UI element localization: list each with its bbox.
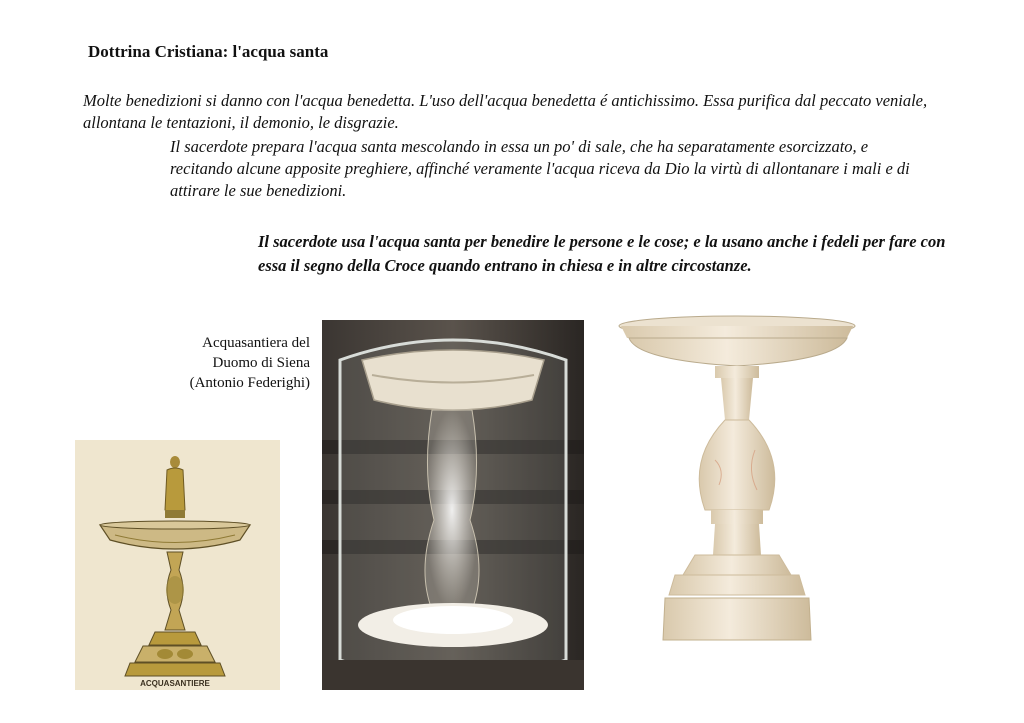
image-caption [150,333,310,393]
photo-svg [322,320,584,690]
caption-line: Acquasantiera del [202,335,310,351]
paragraph-preparation: Il sacerdote prepara l'acqua santa mescolando in essa un po' di sale, che ha separatamente esorcizzato, e recitando alcune apposite preghiere, affinché veramente l'acqua riceva da Dio la virtù di allontanare i mali e di attirare le sue benedizioni. [170,137,910,200]
paragraph-intro: Molte benedizioni si danno con l'acqua benedetta. L'uso dell'acqua benedetta é antichissimo. Essa purifica dal peccato veniale, allontana le tentazioni, il demonio, le disgrazie. [83,91,928,132]
drawn-holy-water-font-image [75,440,280,690]
caption-line: Duomo di Siena [212,355,310,371]
paragraph-usage: Il sacerdote usa l'acqua santa per benedire le persone e le cose; e la usano anche i fedeli per fare con essa il segno della Croce quando entrano in chiesa e in altre circostanze. [258,232,946,275]
illustration-svg [75,440,280,690]
caption-line: (Antonio Federighi) [189,375,310,391]
siena-holy-water-font-photo [322,320,584,690]
illustration-label: ACQUASANTIERE [140,679,210,688]
marble-holy-water-font-photo [615,310,860,655]
photo-svg [615,310,860,655]
page-title: Dottrina Cristiana: l'acqua santa [88,42,329,61]
